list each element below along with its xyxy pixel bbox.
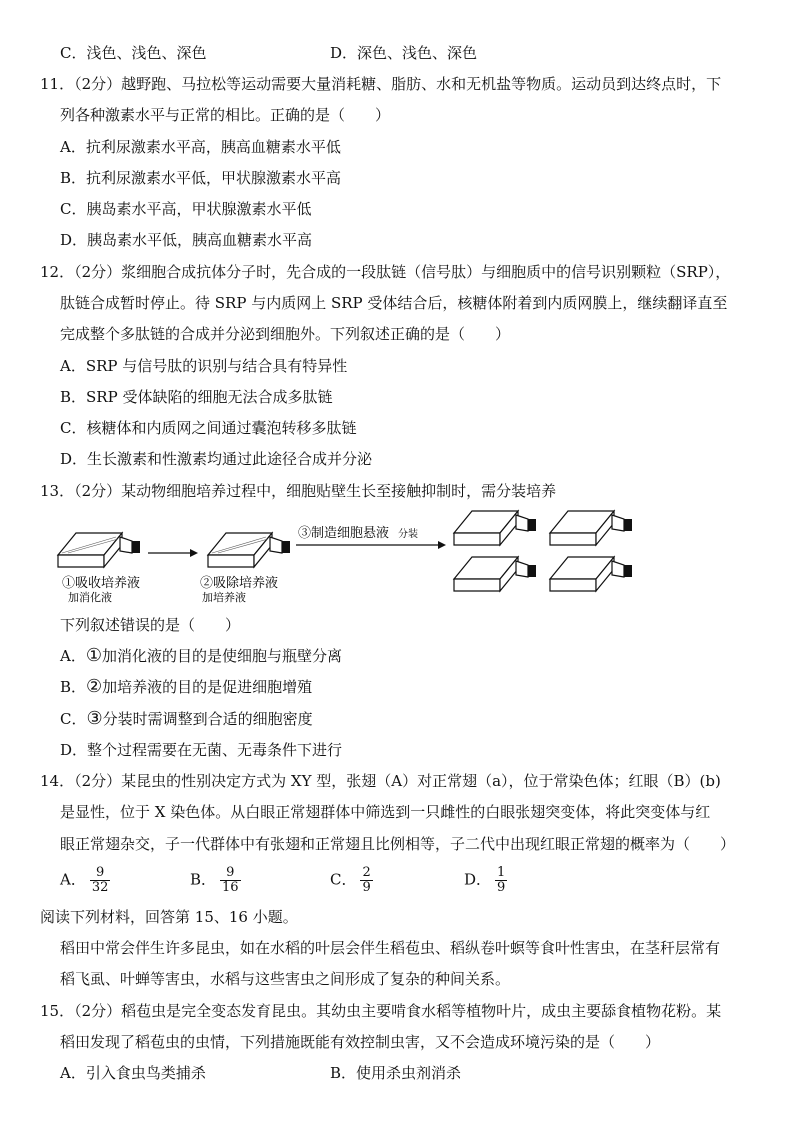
option-text: 加消化液的目的是使细胞与瓶壁分离 bbox=[101, 647, 342, 665]
option-text: 分装时需调整到合适的细胞密度 bbox=[102, 710, 313, 728]
numerator: 9 bbox=[220, 866, 241, 881]
q12-stem-line3: 完成整个多肽链的合成并分泌到细胞外。下列叙述正确的是（ ） bbox=[60, 325, 511, 343]
step2-sub: 加培养液 bbox=[202, 591, 246, 604]
q15-option-b: B．使用杀虫剂消杀 bbox=[330, 1064, 462, 1082]
q15-stem-line1: 15．（2分）稻苞虫是完全变态发育昆虫。其幼虫主要啃食水稻等植物叶片，成虫主要舔食植物花粉。某 bbox=[40, 1002, 722, 1020]
q10-option-c: C．浅色、浅色、深色 bbox=[60, 44, 207, 62]
culture-flask-icon bbox=[58, 533, 140, 567]
q11-stem-line2: 列各种激素水平与正常的相比。正确的是（ ） bbox=[60, 106, 391, 124]
q11-option-d: D．胰岛素水平低，胰高血糖素水平高 bbox=[60, 231, 313, 249]
q10-option-d: D．深色、浅色、深色 bbox=[330, 44, 478, 62]
q13-option-a bbox=[60, 646, 342, 666]
q11-option-a: A．抗利尿激素水平高，胰高血糖素水平低 bbox=[60, 138, 341, 156]
denominator: 9 bbox=[497, 880, 506, 895]
q14-stem-line3: 眼正常翅杂交，子一代群体中有张翅和正常翅且比例相等，子二代中出现红眼正常翅的概率为（ ） bbox=[60, 835, 736, 853]
q13-option-d: D．整个过程需要在无菌、无毒条件下进行 bbox=[60, 741, 343, 759]
fraction bbox=[495, 866, 507, 895]
step3-label: ③制造细胞悬液 bbox=[298, 526, 390, 541]
option-letter: B． bbox=[190, 870, 217, 889]
numerator: 2 bbox=[362, 865, 371, 880]
option-letter: C． bbox=[60, 710, 87, 728]
material-line1: 稻田中常会伴生许多昆虫，如在水稻的叶层会伴生稻苞虫、稻纵卷叶螟等食叶性害虫，在茎秆层常有 bbox=[60, 939, 721, 957]
option-letter: A． bbox=[60, 870, 86, 889]
option-letter: D． bbox=[464, 870, 492, 889]
q14-option-c bbox=[330, 866, 373, 895]
culture-flask-icon bbox=[454, 511, 536, 545]
q12-option-b: B．SRP 受体缺陷的细胞无法合成多肽链 bbox=[60, 388, 333, 406]
step3-sub: 分装 bbox=[398, 529, 418, 540]
q14-option-b bbox=[190, 866, 241, 895]
denominator: 16 bbox=[222, 880, 239, 895]
q13-option-c bbox=[60, 709, 313, 729]
q11-option-c: C．胰岛素水平高，甲状腺激素水平低 bbox=[60, 200, 312, 218]
q12-option-d: D．生长激素和性激素均通过此途径合成并分泌 bbox=[60, 450, 373, 468]
q15-stem-line2: 稻田发现了稻苞虫的虫情，下列措施既能有效控制虫害，又不会造成环境污染的是（ ） bbox=[60, 1033, 661, 1051]
q12-option-c: C．核糖体和内质网之间通过囊泡转移多肽链 bbox=[60, 419, 357, 437]
material-intro: 阅读下列材料，回答第 15、16 小题。 bbox=[40, 908, 298, 926]
q13-question: 下列叙述错误的是（ ） bbox=[60, 616, 241, 634]
step2-label: ②吸除培养液 bbox=[200, 576, 279, 591]
q13-cell-culture-figure bbox=[50, 505, 650, 605]
fraction bbox=[90, 866, 111, 895]
culture-flask-icon bbox=[454, 557, 536, 591]
step1-sub: 加消化液 bbox=[68, 591, 112, 604]
circled-number: ② bbox=[86, 676, 103, 697]
q12-stem-line2: 肽链合成暂时停止。待 SRP 与内质网上 SRP 受体结合后，核糖体附着到内质网膜上，继续翻译直至 bbox=[60, 294, 728, 312]
circled-number: ① bbox=[85, 645, 102, 666]
culture-flask-icon bbox=[208, 533, 290, 567]
culture-flask-icon bbox=[550, 511, 632, 545]
q11-stem-line1: 11．（2分）越野跑、马拉松等运动需要大量消耗糖、脂肪、水和无机盐等物质。运动员到达终点时，下 bbox=[40, 75, 722, 93]
material-line2: 稻飞虱、叶蝉等害虫，水稻与这些害虫之间形成了复杂的种间关系。 bbox=[60, 970, 511, 988]
denominator: 9 bbox=[362, 880, 371, 895]
q15-option-a: A．引入食虫鸟类捕杀 bbox=[60, 1064, 206, 1082]
q14-stem-line1: 14．（2分）某昆虫的性别决定方式为 XY 型，张翅（A）对正常翅（a），位于常染色体；红眼（B）(b) bbox=[40, 772, 721, 790]
culture-flask-icon bbox=[550, 557, 632, 591]
numerator: 1 bbox=[497, 865, 506, 880]
q12-option-a: A．SRP 与信号肽的识别与结合具有特异性 bbox=[60, 357, 348, 375]
option-letter: B． bbox=[60, 678, 87, 696]
q13-stem: 13．（2分）某动物细胞培养过程中，细胞贴壁生长至接触抑制时，需分装培养 bbox=[40, 482, 557, 500]
fraction bbox=[220, 866, 241, 895]
step1-label: ①吸收培养液 bbox=[62, 576, 141, 591]
q13-option-b bbox=[60, 677, 312, 697]
q12-stem-line1: 12．（2分）浆细胞合成抗体分子时，先合成的一段肽链（信号肽）与细胞质中的信号识别颗粒（SRP）， bbox=[40, 263, 731, 281]
denominator: 32 bbox=[91, 880, 109, 895]
circled-number: ③ bbox=[86, 708, 103, 729]
q14-option-a bbox=[60, 866, 110, 895]
option-letter: A． bbox=[60, 647, 86, 665]
q14-option-d bbox=[464, 866, 507, 895]
q14-stem-line2: 是显性，位于 X 染色体。从白眼正常翅群体中筛选到一只雌性的白眼张翅突变体，将此突变体与红 bbox=[60, 803, 711, 821]
option-text: 加培养液的目的是促进细胞增殖 bbox=[102, 678, 313, 696]
q11-option-b: B．抗利尿激素水平低，甲状腺激素水平高 bbox=[60, 169, 342, 187]
fraction bbox=[360, 866, 372, 895]
option-letter: C． bbox=[330, 870, 357, 889]
numerator: 9 bbox=[90, 866, 111, 881]
